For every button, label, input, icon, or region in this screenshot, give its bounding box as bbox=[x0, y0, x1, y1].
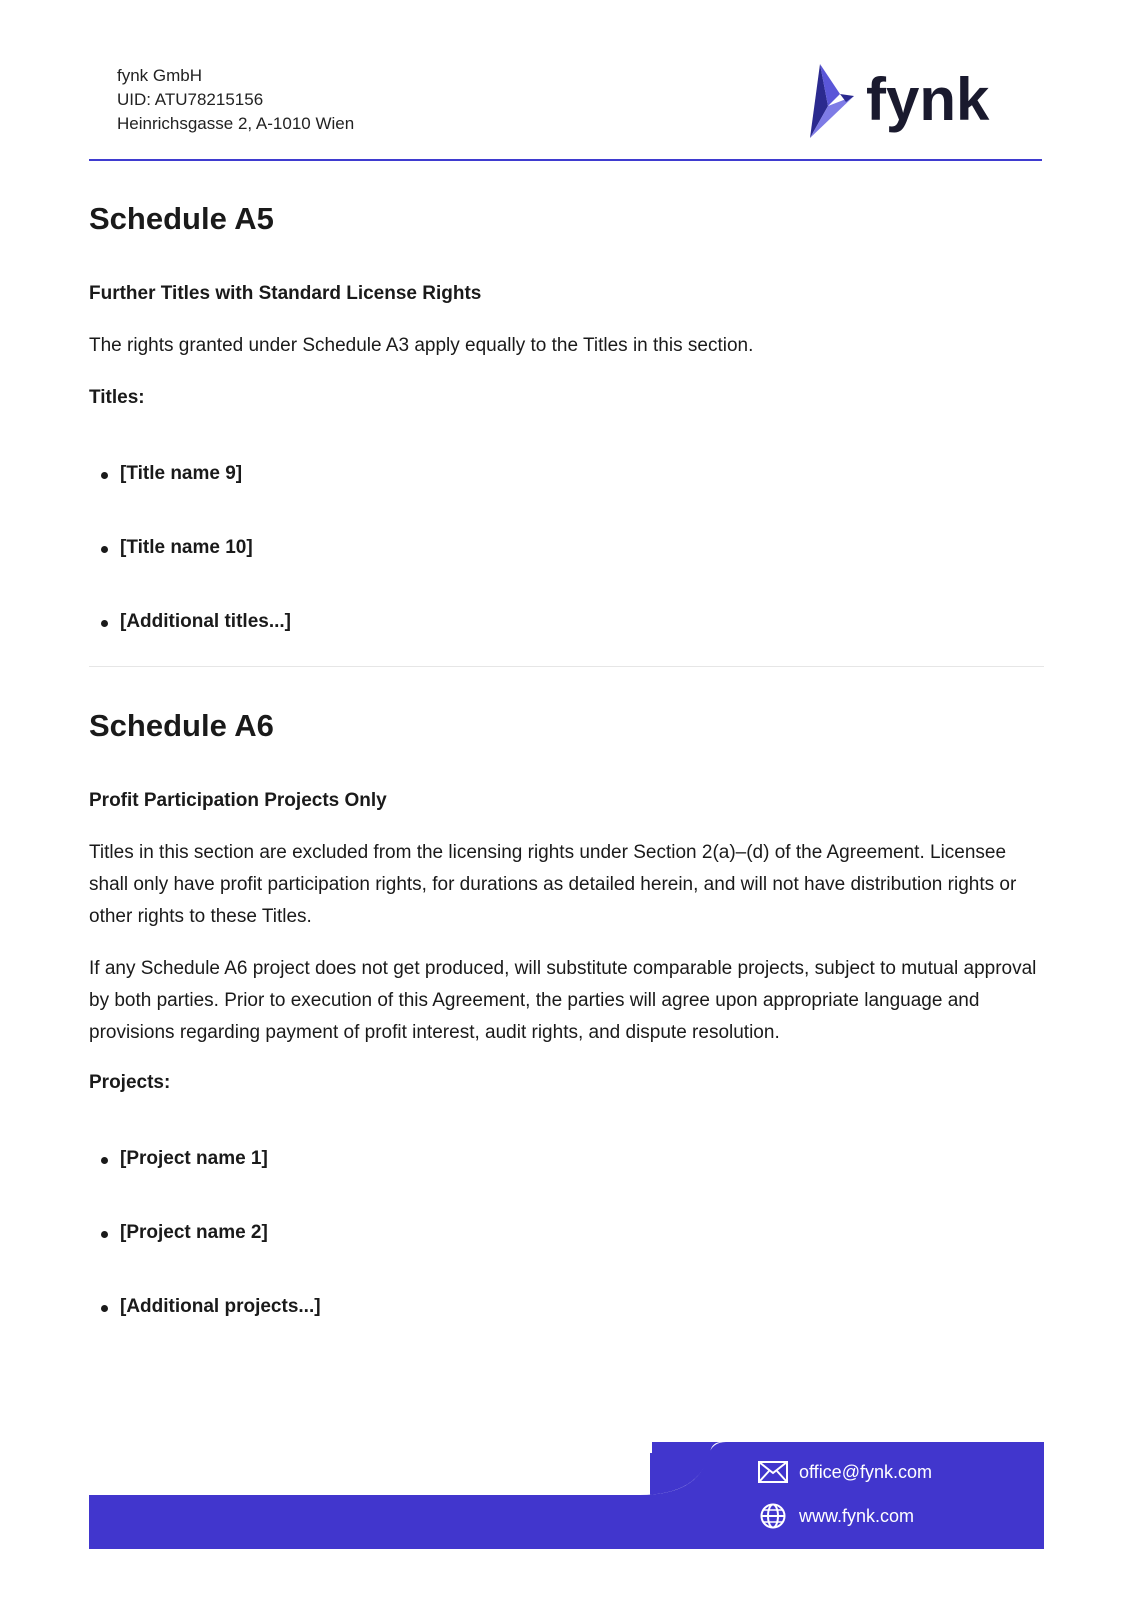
titles-label: Titles: bbox=[89, 387, 145, 408]
footer-email[interactable] bbox=[757, 1460, 932, 1484]
schedule-a6-paragraph-1: Titles in this section are excluded from the licensing rights under Section 2(a)–(d) of the Agreement. Licensee shall only have profit participation rights, for durations as detailed herein, and will not have distribution rights or other rights to these Titles. bbox=[89, 842, 1017, 927]
fynk-logo bbox=[806, 60, 1006, 144]
footer-website[interactable] bbox=[757, 1504, 914, 1528]
list-item: [Project name 2] bbox=[89, 1219, 1044, 1247]
globe-icon bbox=[757, 1504, 789, 1528]
schedule-a6-title: Schedule A6 bbox=[89, 708, 274, 743]
list-item: [Additional titles...] bbox=[89, 608, 1044, 636]
schedule-a5-title: Schedule A5 bbox=[89, 201, 274, 236]
schedule-a5-subtitle: Further Titles with Standard License Rights bbox=[89, 283, 482, 304]
schedule-a6-paragraph-2: If any Schedule A6 project does not get produced, will substitute comparable projects, subject to mutual approval by both parties. Prior to execution of this Agreement, the parties will agree upon appropriate language and provisions regarding payment of profit interest, audit rights, and dispute resolution. bbox=[89, 958, 1037, 1043]
email-link[interactable]: office@fynk.com bbox=[799, 1461, 932, 1482]
schedule-a6-section bbox=[89, 704, 1044, 1321]
header-divider bbox=[89, 159, 1042, 161]
schedule-a5-body: The rights granted under Schedule A3 apply equally to the Titles in this section. bbox=[89, 335, 754, 356]
schedule-a6-subtitle: Profit Participation Projects Only bbox=[89, 790, 387, 811]
projects-list bbox=[89, 1145, 1044, 1321]
company-address: Heinrichsgasse 2, A-1010 Wien bbox=[117, 114, 355, 133]
titles-list bbox=[89, 460, 1044, 636]
list-item: [Title name 9] bbox=[89, 460, 1044, 488]
list-item: [Project name 1] bbox=[89, 1145, 1044, 1173]
schedule-a5-section bbox=[89, 197, 1044, 636]
projects-label: Projects: bbox=[89, 1072, 171, 1093]
envelope-icon bbox=[757, 1460, 789, 1484]
section-divider bbox=[89, 666, 1044, 667]
website-link[interactable]: www.fynk.com bbox=[799, 1505, 915, 1526]
company-name: fynk GmbH bbox=[117, 66, 203, 85]
footer-curve-fill bbox=[640, 1442, 732, 1502]
list-item: [Additional projects...] bbox=[89, 1293, 1044, 1321]
logo-bird-icon bbox=[806, 60, 1006, 144]
logo-text: fynk bbox=[866, 66, 990, 133]
company-uid: UID: ATU78215156 bbox=[117, 90, 264, 109]
list-item: [Title name 10] bbox=[89, 534, 1044, 562]
company-info bbox=[117, 64, 354, 136]
